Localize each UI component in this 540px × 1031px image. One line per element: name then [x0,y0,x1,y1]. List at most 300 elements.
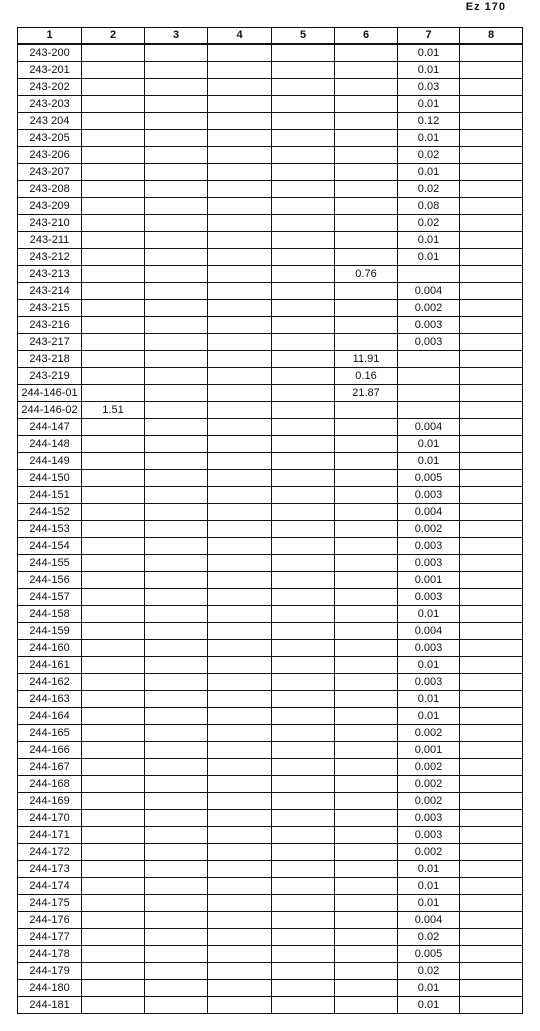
value-cell-col-8 [460,691,523,708]
value-cell-col-5 [272,912,335,929]
value-cell-col-5 [272,827,335,844]
table-row [18,181,523,198]
table-row [18,487,523,504]
value-cell-col-8 [460,674,523,691]
value-cell-col-5 [272,555,335,572]
value-cell-col-2 [82,147,145,164]
row-id-cell: 244-166 [18,742,82,759]
value-cell-col-2 [82,453,145,470]
table-row [18,368,523,385]
row-id-cell: 244-162 [18,674,82,691]
value-cell-col-3 [145,44,208,62]
value-cell-col-7 [398,385,460,402]
value-cell-col-7 [398,351,460,368]
value-cell-col-6 [335,776,398,793]
value-cell-col-3 [145,147,208,164]
table-row [18,538,523,555]
row-id-cell: 244-163 [18,691,82,708]
value-cell-col-6 [335,708,398,725]
column-header-4: 4 [208,28,272,45]
value-cell-col-3 [145,113,208,130]
row-id-cell: 243-218 [18,351,82,368]
row-id-cell: 244-170 [18,810,82,827]
value-cell-col-4 [208,793,272,810]
value-cell-col-3 [145,980,208,997]
value-cell-col-6 [335,929,398,946]
value-cell-col-3 [145,572,208,589]
value-cell-col-8 [460,334,523,351]
page-reference: Еz 170 [465,1,506,13]
value-cell-col-5 [272,266,335,283]
table-row [18,96,523,113]
table-row [18,589,523,606]
value-cell-col-6 [335,283,398,300]
value-cell-col-3 [145,402,208,419]
value-cell-col-3 [145,912,208,929]
value-cell-col-5 [272,895,335,912]
header-row [18,28,523,45]
value-cell-col-3 [145,62,208,79]
value-cell-col-4 [208,742,272,759]
value-cell-col-6 [335,657,398,674]
value-cell-col-8 [460,521,523,538]
value-cell-col-4 [208,725,272,742]
table-row [18,79,523,96]
value-cell-col-3 [145,997,208,1014]
value-cell-col-5 [272,589,335,606]
row-id-cell: 244-179 [18,963,82,980]
value-cell-col-6 [335,674,398,691]
row-id-cell: 243-213 [18,266,82,283]
table-row [18,793,523,810]
value-cell-col-7: 0.12 [398,113,460,130]
row-id-cell: 243-201 [18,62,82,79]
table-row [18,62,523,79]
row-id-cell: 243 204 [18,113,82,130]
value-cell-col-7: 0.01 [398,44,460,62]
value-cell-col-3 [145,810,208,827]
value-cell-col-3 [145,538,208,555]
value-cell-col-7: 0.01 [398,436,460,453]
value-cell-col-2 [82,300,145,317]
value-cell-col-6 [335,198,398,215]
row-id-cell: 243-219 [18,368,82,385]
value-cell-col-8 [460,215,523,232]
value-cell-col-2 [82,334,145,351]
value-cell-col-8 [460,504,523,521]
value-cell-col-5 [272,623,335,640]
value-cell-col-6 [335,300,398,317]
value-cell-col-6 [335,419,398,436]
row-id-cell: 244-152 [18,504,82,521]
value-cell-col-4 [208,555,272,572]
value-cell-col-2 [82,657,145,674]
value-cell-col-5 [272,147,335,164]
value-cell-col-2 [82,912,145,929]
table-row [18,453,523,470]
value-cell-col-4 [208,385,272,402]
value-cell-col-7: 0.001 [398,572,460,589]
value-cell-col-5 [272,810,335,827]
value-cell-col-6 [335,810,398,827]
value-cell-col-2 [82,946,145,963]
value-cell-col-4 [208,283,272,300]
value-cell-col-8 [460,810,523,827]
value-cell-col-8 [460,283,523,300]
value-cell-col-7: 0.002 [398,300,460,317]
value-cell-col-2 [82,538,145,555]
value-cell-col-2 [82,691,145,708]
value-cell-col-4 [208,402,272,419]
table-row [18,861,523,878]
value-cell-col-6 [335,878,398,895]
value-cell-col-8 [460,929,523,946]
value-cell-col-4 [208,487,272,504]
value-cell-col-3 [145,589,208,606]
value-cell-col-7: 0.002 [398,776,460,793]
value-cell-col-3 [145,385,208,402]
value-cell-col-4 [208,368,272,385]
value-cell-col-2 [82,368,145,385]
value-cell-col-5 [272,606,335,623]
value-cell-col-3 [145,453,208,470]
value-cell-col-2 [82,487,145,504]
table-row [18,215,523,232]
value-cell-col-2 [82,351,145,368]
table-row [18,980,523,997]
table-row [18,436,523,453]
table-row [18,742,523,759]
table-row [18,334,523,351]
value-cell-col-4 [208,844,272,861]
row-id-cell: 244-180 [18,980,82,997]
value-cell-col-2 [82,674,145,691]
value-cell-col-7: 0.004 [398,912,460,929]
value-cell-col-6 [335,793,398,810]
value-cell-col-5 [272,844,335,861]
value-cell-col-5 [272,997,335,1014]
value-cell-col-5 [272,963,335,980]
table-row [18,419,523,436]
value-cell-col-8 [460,181,523,198]
value-cell-col-5 [272,249,335,266]
value-cell-col-2 [82,861,145,878]
value-cell-col-6 [335,487,398,504]
row-id-cell: 243-215 [18,300,82,317]
value-cell-col-5 [272,453,335,470]
value-cell-col-4 [208,300,272,317]
value-cell-col-4 [208,589,272,606]
value-cell-col-7: 0.002 [398,793,460,810]
value-cell-col-2 [82,793,145,810]
value-cell-col-3 [145,691,208,708]
value-cell-col-8 [460,453,523,470]
value-cell-col-8 [460,266,523,283]
value-cell-col-8 [460,487,523,504]
value-cell-col-2 [82,844,145,861]
value-cell-col-2 [82,759,145,776]
value-cell-col-4 [208,96,272,113]
row-id-cell: 244-149 [18,453,82,470]
value-cell-col-6 [335,402,398,419]
value-cell-col-8 [460,62,523,79]
value-cell-col-7: 0.03 [398,79,460,96]
value-cell-col-4 [208,181,272,198]
row-id-cell: 243-216 [18,317,82,334]
value-cell-col-3 [145,521,208,538]
value-cell-col-3 [145,623,208,640]
row-id-cell: 244-164 [18,708,82,725]
value-cell-col-8 [460,572,523,589]
value-cell-col-4 [208,198,272,215]
value-cell-col-5 [272,861,335,878]
table-row [18,198,523,215]
value-cell-col-8 [460,44,523,62]
value-cell-col-6 [335,946,398,963]
value-cell-col-6 [335,453,398,470]
value-cell-col-7: 0.01 [398,606,460,623]
value-cell-col-6 [335,572,398,589]
value-cell-col-5 [272,62,335,79]
value-cell-col-4 [208,232,272,249]
row-id-cell: 244-171 [18,827,82,844]
value-cell-col-5 [272,317,335,334]
value-cell-col-4 [208,657,272,674]
value-cell-col-2 [82,283,145,300]
table-row [18,317,523,334]
table-row [18,810,523,827]
value-cell-col-6 [335,334,398,351]
table-row [18,402,523,419]
table-row [18,708,523,725]
row-id-cell: 244-169 [18,793,82,810]
value-cell-col-2 [82,929,145,946]
value-cell-col-4 [208,521,272,538]
value-cell-col-4 [208,504,272,521]
row-id-cell: 243-200 [18,44,82,62]
value-cell-col-7 [398,266,460,283]
value-cell-col-6 [335,44,398,62]
value-cell-col-7: 0.01 [398,453,460,470]
row-id-cell: 244-147 [18,419,82,436]
value-cell-col-3 [145,79,208,96]
value-cell-col-7: 0.01 [398,691,460,708]
value-cell-col-3 [145,283,208,300]
table-row [18,351,523,368]
value-cell-col-7: 0.002 [398,725,460,742]
value-cell-col-6 [335,861,398,878]
value-cell-col-7 [398,368,460,385]
row-id-cell: 244-178 [18,946,82,963]
table-row [18,759,523,776]
table-row [18,232,523,249]
value-cell-col-4 [208,861,272,878]
value-cell-col-7: 0.003 [398,317,460,334]
table-row [18,963,523,980]
value-cell-col-2 [82,113,145,130]
value-cell-col-8 [460,912,523,929]
value-cell-col-8 [460,113,523,130]
value-cell-col-8 [460,79,523,96]
value-cell-col-5 [272,742,335,759]
value-cell-col-6 [335,181,398,198]
value-cell-col-5 [272,725,335,742]
value-cell-col-4 [208,44,272,62]
table-row [18,878,523,895]
value-cell-col-5 [272,980,335,997]
value-cell-col-6 [335,844,398,861]
value-cell-col-5 [272,657,335,674]
value-cell-col-6 [335,96,398,113]
column-header-7: 7 [398,28,460,45]
value-cell-col-8 [460,538,523,555]
value-cell-col-5 [272,487,335,504]
value-cell-col-7: 0.01 [398,164,460,181]
value-cell-col-5 [272,538,335,555]
row-id-cell: 243-206 [18,147,82,164]
value-cell-col-7: 0.02 [398,963,460,980]
value-cell-col-4 [208,164,272,181]
table-row [18,929,523,946]
table-row [18,572,523,589]
value-cell-col-2 [82,232,145,249]
row-id-cell: 243-212 [18,249,82,266]
value-cell-col-6 [335,317,398,334]
value-cell-col-7: 0.02 [398,147,460,164]
row-id-cell: 243-214 [18,283,82,300]
value-cell-col-3 [145,963,208,980]
value-cell-col-5 [272,198,335,215]
value-cell-col-7: 0.003 [398,334,460,351]
value-cell-col-2 [82,96,145,113]
value-cell-col-5 [272,572,335,589]
value-cell-col-8 [460,555,523,572]
value-cell-col-2 [82,62,145,79]
value-cell-col-5 [272,674,335,691]
value-cell-col-8 [460,368,523,385]
table-row [18,470,523,487]
value-cell-col-8 [460,351,523,368]
value-cell-col-2 [82,572,145,589]
value-cell-col-8 [460,742,523,759]
value-cell-col-2 [82,997,145,1014]
value-cell-col-6 [335,79,398,96]
value-cell-col-4 [208,249,272,266]
table-row [18,147,523,164]
row-id-cell: 244-157 [18,589,82,606]
value-cell-col-5 [272,521,335,538]
value-cell-col-7: 0.003 [398,827,460,844]
value-cell-col-6 [335,130,398,147]
value-cell-col-8 [460,963,523,980]
value-cell-col-3 [145,351,208,368]
value-cell-col-3 [145,946,208,963]
table-row [18,725,523,742]
value-cell-col-5 [272,504,335,521]
row-id-cell: 244-146-01 [18,385,82,402]
row-id-cell: 244-150 [18,470,82,487]
value-cell-col-4 [208,827,272,844]
row-id-cell: 244-154 [18,538,82,555]
value-cell-col-7: 0.004 [398,623,460,640]
table-row [18,283,523,300]
value-cell-col-6 [335,62,398,79]
value-cell-col-7: 0.003 [398,674,460,691]
value-cell-col-5 [272,232,335,249]
value-cell-col-2 [82,827,145,844]
value-cell-col-8 [460,997,523,1014]
value-cell-col-4 [208,334,272,351]
value-cell-col-2 [82,742,145,759]
value-cell-col-8 [460,827,523,844]
value-cell-col-8 [460,436,523,453]
value-cell-col-4 [208,62,272,79]
value-cell-col-7: 0.003 [398,538,460,555]
value-cell-col-3 [145,164,208,181]
value-cell-col-4 [208,572,272,589]
value-cell-col-8 [460,861,523,878]
value-cell-col-5 [272,181,335,198]
value-cell-col-5 [272,776,335,793]
value-cell-col-6 [335,963,398,980]
value-cell-col-8 [460,198,523,215]
value-cell-col-6 [335,249,398,266]
value-cell-col-8 [460,878,523,895]
value-cell-col-8 [460,793,523,810]
value-cell-col-7: 0.02 [398,181,460,198]
value-cell-col-6 [335,164,398,181]
value-cell-col-3 [145,861,208,878]
value-cell-col-5 [272,385,335,402]
value-cell-col-8 [460,980,523,997]
value-cell-col-4 [208,776,272,793]
table-row [18,691,523,708]
value-cell-col-2 [82,776,145,793]
row-id-cell: 243-217 [18,334,82,351]
value-cell-col-3 [145,776,208,793]
value-cell-col-3 [145,249,208,266]
row-id-cell: 244-153 [18,521,82,538]
value-cell-col-7: 0.004 [398,419,460,436]
value-cell-col-7: 0.01 [398,980,460,997]
row-id-cell: 244-168 [18,776,82,793]
row-id-cell: 243-211 [18,232,82,249]
value-cell-col-5 [272,96,335,113]
value-cell-col-8 [460,419,523,436]
value-cell-col-7: 0.002 [398,844,460,861]
value-cell-col-6: 11.91 [335,351,398,368]
value-cell-col-6 [335,725,398,742]
table-row [18,606,523,623]
column-header-6: 6 [335,28,398,45]
value-cell-col-5 [272,113,335,130]
value-cell-col-4 [208,674,272,691]
value-cell-col-6: 0.16 [335,368,398,385]
value-cell-col-5 [272,436,335,453]
value-cell-col-3 [145,793,208,810]
value-cell-col-4 [208,895,272,912]
value-cell-col-8 [460,385,523,402]
value-cell-col-7: 0.01 [398,861,460,878]
table-row [18,300,523,317]
value-cell-col-6 [335,623,398,640]
value-cell-col-7: 0.01 [398,657,460,674]
value-cell-col-6 [335,113,398,130]
row-id-cell: 244-176 [18,912,82,929]
value-cell-col-4 [208,878,272,895]
value-cell-col-5 [272,164,335,181]
value-cell-col-8 [460,759,523,776]
